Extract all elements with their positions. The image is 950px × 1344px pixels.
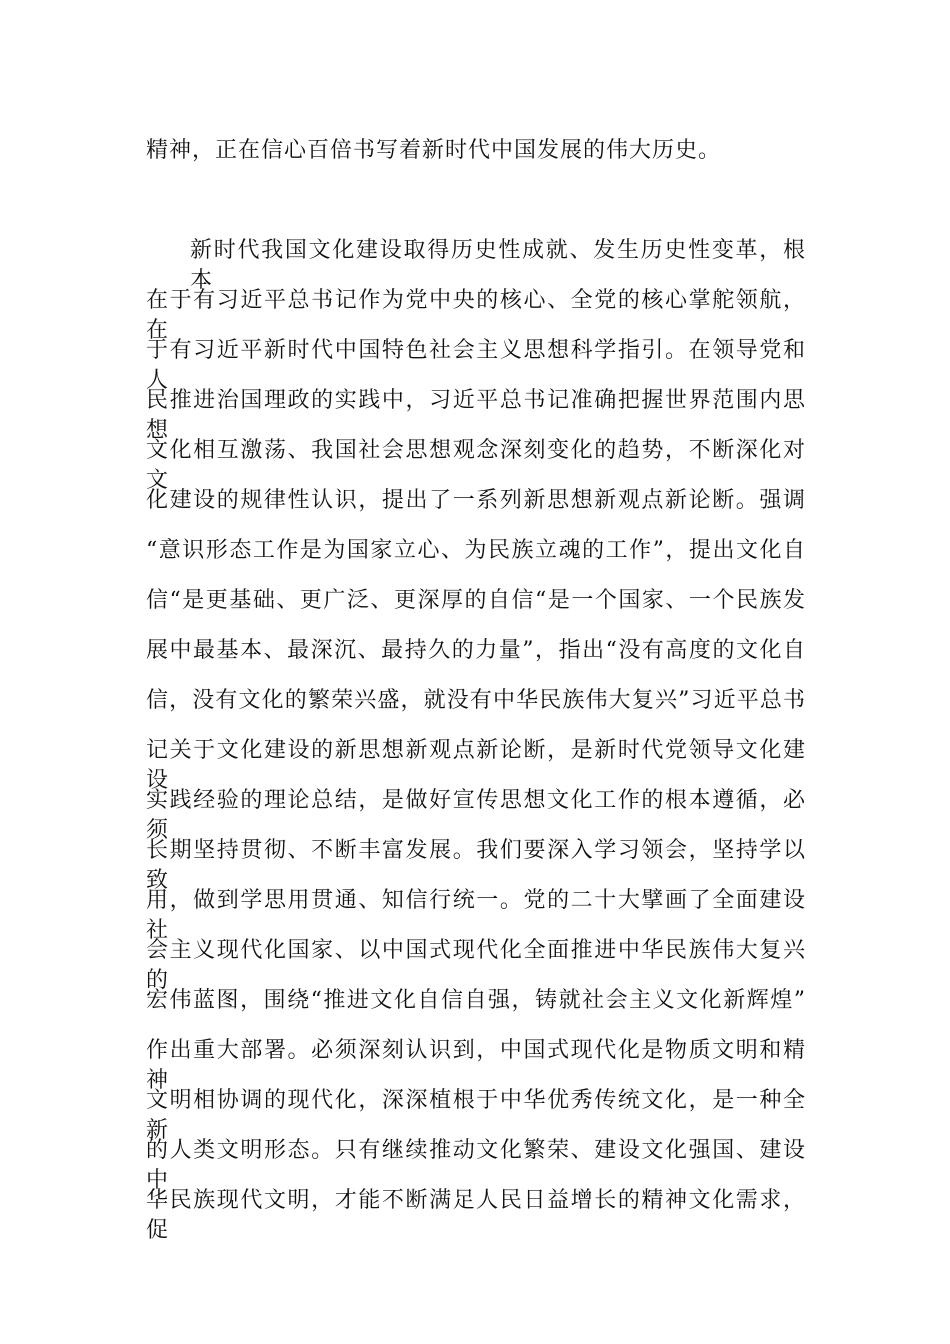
paragraph-2-line-2: 在于有习近平总书记作为党中央的核心、全党的核心掌舵领航，在 [146,288,806,343]
paragraph-2-line-3: 于有习近平新时代中国特色社会主义思想科学指引。在领导党和人 [146,338,806,393]
paragraph-2-line-7: “意识形态工作是为国家立心、为民族立魂的工作”，提出文化自 [146,538,806,563]
paragraph-2-line-10: 信，没有文化的繁荣兴盛，就没有中华民族伟大复兴”习近平总书 [146,688,806,713]
paragraph-2-line-15: 会主义现代化国家、以中国式现代化全面推进中华民族伟大复兴的 [146,938,806,993]
paragraph-2-line-16: 宏伟蓝图，围绕“推进文化自信自强，铸就社会主义文化新辉煌” [146,988,806,1013]
paragraph-2-line-1: 新时代我国文化建设取得历史性成就、发生历史性变革，根本 [190,238,806,293]
paragraph-2-line-13: 长期坚持贯彻、不断丰富发展。我们要深入学习领会，坚持学以致 [146,838,806,893]
paragraph-2-line-20: 华民族现代文明，才能不断满足人民日益增长的精神文化需求，促 [146,1188,806,1243]
paragraph-2-line-8: 信“是更基础、更广泛、更深厚的自信“是一个国家、一个民族发 [146,588,806,613]
paragraph-2-line-9: 展中最基本、最深沉、最持久的力量”，指出“没有高度的文化自 [146,638,806,663]
paragraph-2-line-18: 文明相协调的现代化，深深植根于中华优秀传统文化，是一种全新 [146,1088,806,1143]
paragraph-2-line-4: 民推进治国理政的实践中，习近平总书记准确把握世界范围内思想 [146,388,806,443]
paragraph-1-line-1: 精神，正在信心百倍书写着新时代中国发展的伟大历史。 [146,138,722,163]
paragraph-2-line-6: 化建设的规律性认识，提出了一系列新思想新观点新论断。强调 [146,488,806,513]
paragraph-2-line-12: 实践经验的理论总结，是做好宣传思想文化工作的根本遵循，必须 [146,788,806,843]
paragraph-2-line-14: 用，做到学思用贯通、知信行统一。党的二十大擘画了全面建设社 [146,888,806,943]
paragraph-2-line-11: 记关于文化建设的新思想新观点新论断，是新时代党领导文化建设 [146,738,806,793]
paragraph-2-line-17: 作出重大部署。必须深刻认识到，中国式现代化是物质文明和精神 [146,1038,806,1093]
paragraph-2-line-19: 的人类文明形态。只有继续推动文化繁荣、建设文化强国、建设中 [146,1138,806,1193]
paragraph-2-line-5: 文化相互激荡、我国社会思想观念深刻变化的趋势，不断深化对文 [146,438,806,493]
